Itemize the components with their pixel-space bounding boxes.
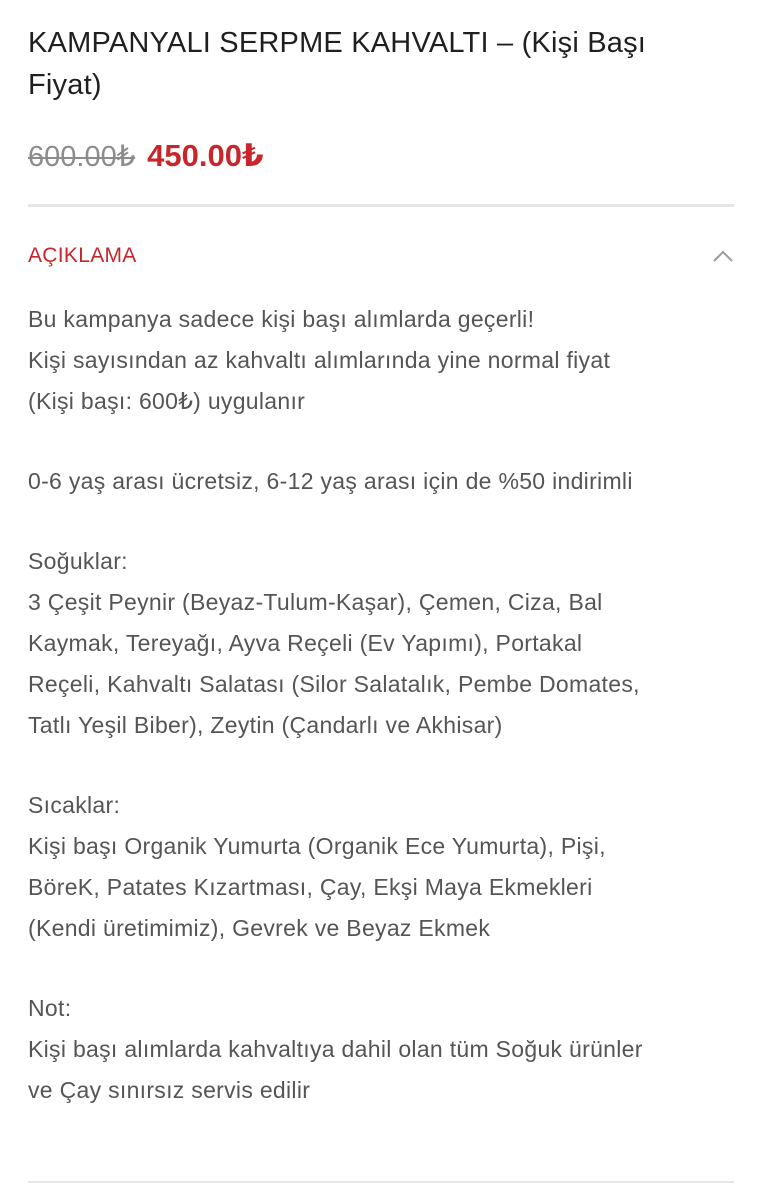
divider	[28, 204, 734, 207]
description-paragraph-hot-items	[28, 785, 734, 949]
description-line: Kişi sayısından az kahvaltı alımlarında yine normal fiyat	[28, 347, 611, 373]
original-price: 600.00₺	[28, 140, 136, 173]
description-line: 0-6 yaş arası ücretsiz, 6-12 yaş arası için de %50 indirimli	[28, 468, 633, 494]
description-section-title: AÇIKLAMA	[28, 244, 137, 267]
product-title-line-2: Fiyat)	[28, 69, 102, 101]
description-line: 3 Çeşit Peynir (Beyaz-Tulum-Kaşar), Çemen, Ciza, Bal	[28, 589, 603, 615]
product-title-line-1: KAMPANYALI SERPME KAHVALTI – (Kişi Başı	[28, 27, 647, 59]
price-row	[28, 134, 734, 178]
description-line: Kişi başı alımlarda kahvaltıya dahil olan tüm Soğuk ürünler	[28, 1036, 643, 1062]
chevron-up-icon[interactable]	[712, 249, 734, 263]
description-paragraph-age	[28, 461, 734, 502]
description-line: (Kişi başı: 600₺) uygulanır	[28, 388, 306, 414]
divider	[28, 1181, 734, 1183]
product-title	[28, 22, 734, 106]
description-line: Kişi başı Organik Yumurta (Organik Ece Yumurta), Pişi,	[28, 833, 606, 859]
description-line: (Kendi üretimimiz), Gevrek ve Beyaz Ekmek	[28, 915, 491, 941]
description-line: ve Çay sınırsız servis edilir	[28, 1077, 311, 1103]
description-accordion-header[interactable]	[28, 241, 734, 271]
product-page	[28, 0, 734, 1150]
description-line: Reçeli, Kahvaltı Salatası (Silor Salatalık, Pembe Domates,	[28, 671, 640, 697]
description-paragraph-campaign	[28, 299, 734, 422]
description-line: Soğuklar:	[28, 548, 128, 574]
description-paragraph-note	[28, 988, 734, 1111]
description-line: Tatlı Yeşil Biber), Zeytin (Çandarlı ve Akhisar)	[28, 712, 503, 738]
description-line: Sıcaklar:	[28, 792, 121, 818]
description-line: Kaymak, Tereyağı, Ayva Reçeli (Ev Yapımı), Portakal	[28, 630, 583, 656]
description-content	[28, 299, 734, 1111]
sale-price: 450.00₺	[147, 138, 264, 173]
description-line: Bu kampanya sadece kişi başı alımlarda geçerli!	[28, 306, 535, 332]
description-paragraph-cold-items	[28, 541, 734, 746]
description-line: Not:	[28, 995, 72, 1021]
description-line: BöreK, Patates Kızartması, Çay, Ekşi Maya Ekmekleri	[28, 874, 593, 900]
